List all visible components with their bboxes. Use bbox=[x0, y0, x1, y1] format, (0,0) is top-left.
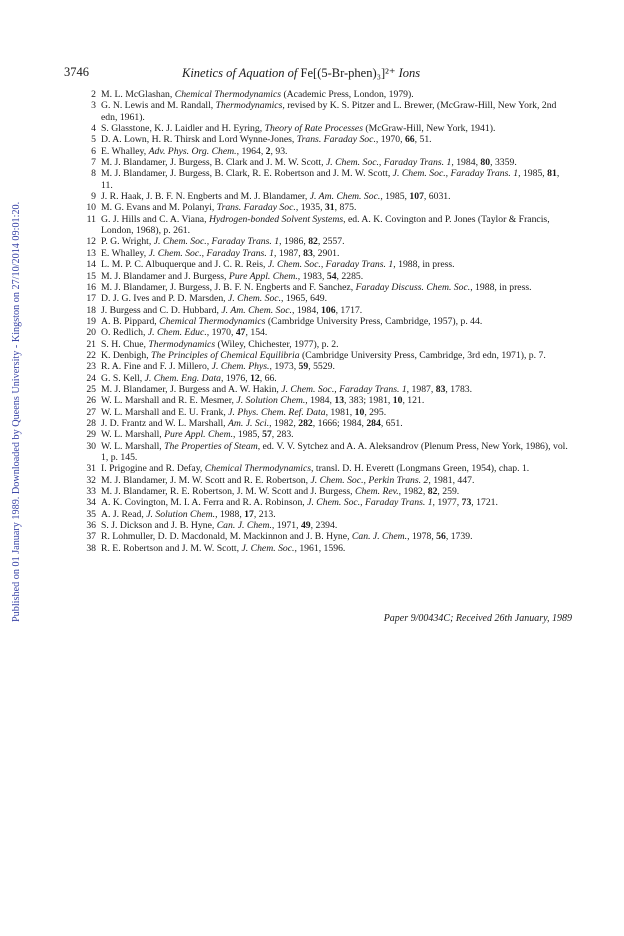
title-prefix: Kinetics of Aquation of bbox=[182, 66, 301, 80]
reference-item bbox=[82, 236, 570, 247]
reference-title: Theory of Rate Processes bbox=[264, 123, 363, 135]
reference-item bbox=[82, 168, 570, 191]
reference-fragment: J. R. Haak, J. B. F. N. Engberts and M. J. Blandamer, bbox=[101, 191, 310, 203]
reference-item bbox=[82, 350, 570, 361]
reference-title: The Principles of Chemical Equilibria bbox=[151, 349, 300, 361]
reference-text bbox=[96, 100, 570, 123]
reference-fragment: G. J. Hills and C. A. Viana, bbox=[101, 213, 209, 225]
reference-text bbox=[96, 520, 570, 531]
reference-item bbox=[82, 293, 570, 304]
reference-text bbox=[96, 236, 570, 247]
reference-fragment: , 121. bbox=[402, 395, 425, 407]
reference-text bbox=[96, 418, 570, 429]
reference-fragment: W. L. Marshall and E. U. Frank, bbox=[101, 406, 229, 418]
reference-number: 4 bbox=[91, 123, 96, 135]
reference-fragment: , 2285. bbox=[336, 270, 364, 282]
reference-title: J. Solution Chem. bbox=[146, 508, 216, 520]
reference-fragment: , 1783. bbox=[445, 383, 473, 395]
reference-volume: 17 bbox=[244, 508, 254, 520]
reference-fragment: W. L. Marshall, bbox=[101, 440, 165, 452]
reference-fragment: , 1976, bbox=[221, 372, 251, 384]
running-header bbox=[64, 65, 574, 81]
reference-title: Chemical Thermodynamics bbox=[204, 463, 312, 475]
reference-title: Trans. Faraday Soc. bbox=[216, 202, 296, 214]
reference-number: 26 bbox=[86, 395, 96, 407]
reference-title: J. Chem. Soc. bbox=[228, 293, 282, 305]
reference-number: 23 bbox=[86, 361, 96, 373]
reference-title: J. Chem. Soc., Faraday Trans. 1 bbox=[153, 236, 280, 248]
reference-number: 19 bbox=[86, 315, 96, 327]
reference-fragment: , 1984, bbox=[291, 304, 322, 316]
reference-title: J. Chem. Eng. Data bbox=[144, 372, 222, 384]
reference-fragment: , 93. bbox=[270, 145, 288, 157]
reference-volume: 107 bbox=[409, 191, 424, 203]
reference-fragment: , 1978, bbox=[407, 531, 437, 543]
reference-fragment: , 1964, bbox=[236, 145, 266, 157]
reference-item bbox=[82, 475, 570, 486]
reference-number: 5 bbox=[91, 134, 96, 146]
reference-fragment: G. N. Lewis and M. Randall, bbox=[101, 100, 216, 112]
reference-number: 35 bbox=[86, 508, 96, 520]
reference-text bbox=[96, 89, 570, 100]
reference-number: 25 bbox=[86, 383, 96, 395]
reference-text bbox=[96, 475, 570, 486]
reference-fragment: E. Whalley, bbox=[101, 247, 149, 259]
reference-fragment: , 51. bbox=[414, 134, 432, 146]
reference-title: J. Am. Chem. Soc. bbox=[221, 304, 292, 316]
reference-fragment: M. J. Blandamer, R. E. Robertson, J. M. W. Scott and J. Burgess, bbox=[101, 486, 355, 498]
reference-volume: 66 bbox=[404, 134, 415, 146]
reference-item bbox=[82, 305, 570, 316]
reference-text bbox=[96, 361, 570, 372]
reference-text bbox=[96, 463, 570, 474]
reference-title: Am. J. Sci. bbox=[228, 417, 270, 429]
running-title bbox=[182, 65, 420, 81]
reference-item bbox=[82, 520, 570, 531]
reference-title: Hydrogen-bonded Solvent Systems bbox=[208, 213, 344, 225]
reference-item bbox=[82, 89, 570, 100]
reference-fragment: J. D. Frantz and W. L. Marshall, bbox=[101, 417, 228, 429]
reference-item bbox=[82, 134, 570, 145]
reference-item bbox=[82, 407, 570, 418]
reference-fragment: , 1985, bbox=[233, 429, 263, 441]
reference-fragment: J. Burgess and C. D. Hubbard, bbox=[101, 304, 222, 316]
reference-fragment: , revised by K. S. Pitzer and L. Brewer, (McGraw-Hill, New York, 2nd edn, 1961). bbox=[101, 100, 557, 123]
reference-title: J. Solution Chem. bbox=[236, 395, 306, 407]
reference-text bbox=[96, 543, 570, 554]
reference-fragment: , 1988, bbox=[215, 508, 245, 520]
reference-number: 2 bbox=[91, 89, 96, 100]
reference-text bbox=[96, 214, 570, 237]
reference-fragment: A. J. Read, bbox=[101, 508, 147, 520]
reference-text bbox=[96, 134, 570, 145]
reference-item bbox=[82, 259, 570, 270]
reference-fragment: , 1984, bbox=[451, 157, 481, 169]
reference-title: Thermodynamics bbox=[215, 100, 283, 112]
reference-fragment: S. Glasstone, K. J. Laidler and H. Eyring, bbox=[101, 123, 265, 135]
reference-text bbox=[96, 168, 570, 191]
reference-item bbox=[82, 418, 570, 429]
reference-item bbox=[82, 282, 570, 293]
reference-volume: 47 bbox=[235, 327, 246, 339]
reference-text bbox=[96, 429, 570, 440]
reference-fragment: M. J. Blandamer, J. Burgess, B. Clark and J. M. W. Scott, bbox=[101, 157, 326, 169]
reference-volume: 57 bbox=[262, 429, 272, 441]
reference-item bbox=[82, 441, 570, 464]
reference-fragment: , 1983, bbox=[297, 270, 327, 282]
reference-number: 32 bbox=[86, 474, 96, 486]
page-number: 3746 bbox=[64, 65, 89, 79]
reference-volume: 82 bbox=[308, 236, 318, 248]
title-suffix: Ions bbox=[395, 66, 421, 80]
reference-volume: 73 bbox=[461, 497, 472, 509]
reference-item bbox=[82, 531, 570, 542]
reference-number: 28 bbox=[86, 417, 96, 429]
reference-fragment: , 66. bbox=[259, 372, 277, 384]
reference-title: J. Chem. Soc., Faraday Trans. 1 bbox=[281, 383, 407, 395]
reference-number: 8 bbox=[91, 168, 96, 180]
reference-volume: 2 bbox=[265, 145, 271, 157]
reference-number: 9 bbox=[91, 191, 96, 203]
reference-title: Adv. Phys. Org. Chem. bbox=[148, 145, 237, 157]
reference-text bbox=[96, 282, 570, 293]
reference-number: 31 bbox=[86, 463, 96, 475]
reference-fragment: , 11. bbox=[101, 168, 560, 191]
reference-fragment: M. J. Blandamer, J. Burgess, B. Clark, R. E. Robertson and J. M. W. Scott, bbox=[101, 168, 393, 180]
reference-number: 30 bbox=[86, 440, 96, 452]
reference-fragment: (Wiley, Chichester, 1977), p. 2. bbox=[215, 338, 339, 350]
reference-fragment: , 3359. bbox=[490, 157, 517, 169]
reference-fragment: R. E. Robertson and J. M. W. Scott, bbox=[101, 542, 242, 554]
reference-text bbox=[96, 407, 570, 418]
reference-fragment: R. Lohmuller, D. D. Macdonald, M. Mackinnon and J. B. Hyne, bbox=[101, 531, 352, 543]
title-formula: Fe[(5-Br-phen)₃]²⁺ bbox=[300, 66, 396, 80]
reference-text bbox=[96, 497, 570, 508]
reference-volume: 80 bbox=[480, 157, 491, 169]
reference-item bbox=[82, 339, 570, 350]
reference-title: J. Chem. Phys. bbox=[211, 361, 270, 373]
reference-fragment: , 1721. bbox=[471, 497, 498, 509]
reference-volume: 54 bbox=[326, 270, 337, 282]
reference-fragment: M. J. Blandamer, J. Burgess and A. W. Hakin, bbox=[101, 383, 282, 395]
reference-number: 10 bbox=[86, 202, 96, 214]
reference-fragment: G. S. Kell, bbox=[101, 372, 145, 384]
reference-number: 16 bbox=[86, 281, 96, 293]
reference-item bbox=[82, 248, 570, 259]
reference-text bbox=[96, 531, 570, 542]
reference-fragment: O. Redlich, bbox=[101, 327, 148, 339]
reference-item bbox=[82, 486, 570, 497]
reference-number: 24 bbox=[86, 372, 96, 384]
reference-title: J. Chem. Soc., Faraday Trans. 1 bbox=[325, 157, 452, 169]
reference-title: Can. J. Chem. bbox=[216, 520, 272, 532]
reference-item bbox=[82, 157, 570, 168]
reference-text bbox=[96, 123, 570, 134]
reference-title: Faraday Discuss. Chem. Soc. bbox=[355, 281, 471, 293]
reference-number: 27 bbox=[86, 406, 96, 418]
reference-title: Chemical Thermodynamics bbox=[159, 315, 266, 327]
reference-item bbox=[82, 463, 570, 474]
reference-title: J. Chem. Soc. bbox=[241, 542, 295, 554]
reference-fragment: , 1961, 1596. bbox=[294, 542, 346, 554]
reference-title: J. Phys. Chem. Ref. Data bbox=[228, 406, 326, 418]
reference-fragment: E. Whalley, bbox=[101, 145, 149, 157]
reference-fragment: , 2394. bbox=[310, 520, 338, 532]
reference-item bbox=[82, 146, 570, 157]
reference-fragment: , 1970, bbox=[375, 134, 405, 146]
reference-number: 33 bbox=[86, 486, 96, 498]
reference-fragment: , 213. bbox=[253, 508, 276, 520]
reference-fragment: , 1935, bbox=[295, 202, 325, 214]
reference-fragment: , 2557. bbox=[317, 236, 345, 248]
reference-volume: 49 bbox=[300, 520, 311, 532]
reference-volume: 10 bbox=[392, 395, 403, 407]
reference-fragment: , 154. bbox=[245, 327, 268, 339]
reference-text bbox=[96, 157, 570, 168]
reference-number: 29 bbox=[86, 429, 96, 441]
reference-number: 6 bbox=[91, 145, 96, 157]
reference-item bbox=[82, 509, 570, 520]
reference-title: Can. J. Chem. bbox=[351, 531, 408, 543]
reference-text bbox=[96, 146, 570, 157]
reference-item bbox=[82, 384, 570, 395]
reference-fragment: , 283. bbox=[271, 429, 294, 441]
reference-volume: 83 bbox=[435, 383, 446, 395]
reference-fragment: (Cambridge University Press, Cambridge, 1957), p. 44. bbox=[265, 315, 483, 327]
reference-title: The Properties of Steam bbox=[164, 440, 258, 452]
reference-number: 17 bbox=[86, 293, 96, 305]
reference-fragment: M. L. McGlashan, bbox=[101, 89, 175, 100]
reference-number: 14 bbox=[86, 259, 96, 271]
reference-title: J. Chem. Soc., Faraday Trans. 1 bbox=[148, 247, 275, 259]
reference-text bbox=[96, 486, 570, 497]
reference-text bbox=[96, 202, 570, 213]
reference-fragment: , ed. A. K. Covington and P. Jones (Taylor & Francis, London, 1968), p. 261. bbox=[101, 213, 550, 237]
reference-number: 36 bbox=[86, 520, 96, 532]
reference-fragment: K. Denbigh, bbox=[101, 349, 152, 361]
reference-number: 11 bbox=[86, 213, 96, 225]
reference-fragment: , 1988, in press. bbox=[470, 281, 532, 293]
reference-fragment: M. G. Evans and M. Polanyi, bbox=[101, 202, 217, 214]
reference-volume: 31 bbox=[324, 202, 335, 214]
reference-fragment: , 1666; 1984, bbox=[312, 417, 367, 429]
reference-fragment: , 295. bbox=[364, 406, 387, 418]
reference-fragment: , 1717. bbox=[335, 304, 363, 316]
reference-fragment: , 1970, bbox=[206, 327, 236, 339]
reference-text bbox=[96, 305, 570, 316]
reference-fragment: S. J. Dickson and J. B. Hyne, bbox=[101, 520, 217, 532]
reference-fragment: , 1739. bbox=[445, 531, 473, 543]
reference-fragment: , 1973, bbox=[269, 361, 299, 373]
reference-title: J. Am. Chem. Soc. bbox=[309, 191, 381, 203]
reference-fragment: , 651. bbox=[380, 417, 403, 429]
reference-fragment: (Cambridge University Press, Cambridge, 3rd edn, 1971), p. 7. bbox=[299, 349, 546, 361]
reference-item bbox=[82, 271, 570, 282]
reference-item bbox=[82, 123, 570, 134]
reference-volume: 13 bbox=[334, 395, 345, 407]
reference-volume: 83 bbox=[303, 247, 313, 259]
reference-volume: 284 bbox=[366, 417, 381, 429]
reference-text bbox=[96, 191, 570, 202]
reference-fragment: , 1981, 447. bbox=[428, 474, 475, 486]
reference-number: 12 bbox=[86, 236, 96, 248]
reference-fragment: , 1982, bbox=[398, 486, 428, 498]
reference-fragment: M. J. Blandamer and J. Burgess, bbox=[101, 270, 229, 282]
reference-title: J. Chem. Soc., Perkin Trans. 2 bbox=[310, 474, 429, 486]
reference-fragment: (Academic Press, London, 1979). bbox=[281, 89, 414, 100]
reference-text bbox=[96, 441, 570, 464]
reference-fragment: , 1985, bbox=[518, 168, 548, 180]
reference-fragment: , 259. bbox=[437, 486, 460, 498]
reference-volume: 56 bbox=[436, 531, 446, 543]
reference-text bbox=[96, 350, 570, 361]
reference-text bbox=[96, 271, 570, 282]
reference-title: Pure Appl. Chem. bbox=[164, 429, 234, 441]
reference-text bbox=[96, 327, 570, 338]
reference-number: 34 bbox=[86, 497, 96, 509]
reference-volume: 10 bbox=[354, 406, 365, 418]
reference-item bbox=[82, 214, 570, 237]
reference-title: Pure Appl. Chem. bbox=[228, 270, 298, 282]
reference-fragment: , transl. D. H. Everett (Longmans Green, 1954), chap. 1. bbox=[311, 463, 530, 475]
reference-list bbox=[82, 89, 570, 554]
reference-fragment: , 6031. bbox=[423, 191, 451, 203]
reference-item bbox=[82, 543, 570, 554]
paper-received-note: Paper 9/00434C; Received 26th January, 1989 bbox=[383, 613, 572, 624]
reference-fragment: , 2901. bbox=[312, 247, 340, 259]
reference-item bbox=[82, 429, 570, 440]
reference-fragment: M. J. Blandamer, J. M. W. Scott and R. E. Robertson, bbox=[101, 474, 311, 486]
reference-volume: 12 bbox=[250, 372, 260, 384]
reference-fragment: , 875. bbox=[334, 202, 357, 214]
reference-fragment: , 1984, bbox=[305, 395, 335, 407]
reference-item bbox=[82, 316, 570, 327]
reference-text bbox=[96, 384, 570, 395]
reference-text bbox=[96, 293, 570, 304]
reference-text bbox=[96, 259, 570, 270]
reference-fragment: , 1988, in press. bbox=[393, 259, 455, 271]
reference-title: J. Chem. Soc., Faraday Trans. 1 bbox=[392, 168, 519, 180]
reference-item bbox=[82, 497, 570, 508]
reference-volume: 59 bbox=[298, 361, 309, 373]
reference-title: Trans. Faraday Soc. bbox=[296, 134, 376, 146]
download-watermark bbox=[3, 142, 22, 622]
reference-fragment: A. B. Pippard, bbox=[101, 315, 160, 327]
reference-number: 21 bbox=[86, 338, 96, 350]
reference-volume: 106 bbox=[321, 304, 336, 316]
reference-volume: 282 bbox=[298, 417, 313, 429]
reference-item bbox=[82, 327, 570, 338]
reference-title: J. Chem. Educ. bbox=[147, 327, 207, 339]
reference-title: J. Chem. Soc., Faraday Trans. 1 bbox=[307, 497, 433, 509]
reference-fragment: W. L. Marshall and R. E. Mesmer, bbox=[101, 395, 237, 407]
reference-fragment: , 383; 1981, bbox=[344, 395, 393, 407]
reference-title: Thermodynamics bbox=[148, 338, 216, 350]
reference-fragment: D. A. Lown, H. R. Thirsk and Lord Wynne-Jones, bbox=[101, 134, 297, 146]
reference-fragment: , 1986, bbox=[279, 236, 309, 248]
reference-volume: 81 bbox=[547, 168, 557, 180]
reference-fragment: , 1985, bbox=[380, 191, 410, 203]
reference-number: 37 bbox=[86, 531, 96, 543]
reference-fragment: , 1982, bbox=[269, 417, 299, 429]
reference-fragment: I. Prigogine and R. Defay, bbox=[101, 463, 205, 475]
reference-text bbox=[96, 339, 570, 350]
reference-number: 13 bbox=[86, 247, 96, 259]
reference-number: 7 bbox=[91, 157, 96, 169]
reference-fragment: L. M. P. C. Albuquerque and J. C. R. Reis, bbox=[101, 259, 268, 271]
reference-item bbox=[82, 361, 570, 372]
reference-text bbox=[96, 248, 570, 259]
reference-fragment: , 1987, bbox=[406, 383, 436, 395]
reference-volume: 82 bbox=[427, 486, 438, 498]
reference-fragment: R. A. Fine and F. J. Millero, bbox=[101, 361, 212, 373]
reference-title: J. Chem. Soc., Faraday Trans. 1 bbox=[267, 259, 394, 271]
reference-number: 18 bbox=[86, 304, 96, 316]
reference-text bbox=[96, 316, 570, 327]
reference-number: 3 bbox=[91, 100, 96, 112]
reference-fragment: , 1987, bbox=[274, 247, 304, 259]
reference-number: 15 bbox=[86, 270, 96, 282]
reference-fragment: , 1971, bbox=[271, 520, 301, 532]
reference-text bbox=[96, 373, 570, 384]
reference-fragment: W. L. Marshall, bbox=[101, 429, 165, 441]
reference-item bbox=[82, 373, 570, 384]
reference-item bbox=[82, 100, 570, 123]
reference-fragment: , ed. V. V. Sytchez and A. A. Aleksandrov (Plenum Press, New York, 1986), vol. 1, p. 145. bbox=[101, 440, 568, 463]
reference-number: 38 bbox=[86, 542, 96, 554]
reference-fragment: , 1977, bbox=[432, 497, 462, 509]
reference-title: Chemical Thermodynamics bbox=[174, 89, 282, 100]
reference-fragment: P. G. Wright, bbox=[101, 236, 154, 248]
reference-text bbox=[96, 509, 570, 520]
reference-number: 20 bbox=[86, 327, 96, 339]
download-notice-text: Published on 01 January 1989. Downloaded by Queens University - Kingston on 27/10/2014 09:01:20. bbox=[11, 201, 22, 622]
reference-fragment: , 5529. bbox=[308, 361, 335, 373]
reference-fragment: M. J. Blandamer, J. Burgess, J. B. F. N. Engberts and F. Sanchez, bbox=[101, 281, 356, 293]
reference-fragment: A. K. Covington, M. I. A. Ferra and R. A. Robinson, bbox=[101, 497, 308, 509]
reference-item bbox=[82, 202, 570, 213]
reference-fragment: S. H. Chue, bbox=[101, 338, 149, 350]
reference-item bbox=[82, 395, 570, 406]
reference-number: 22 bbox=[86, 349, 96, 361]
reference-fragment: D. J. G. Ives and P. D. Marsden, bbox=[101, 293, 229, 305]
reference-fragment: , 1981, bbox=[325, 406, 355, 418]
reference-text bbox=[96, 395, 570, 406]
reference-fragment: , 1965, 649. bbox=[281, 293, 328, 305]
reference-item bbox=[82, 191, 570, 202]
reference-title: Chem. Rev. bbox=[355, 486, 399, 498]
reference-fragment: (McGraw-Hill, New York, 1941). bbox=[362, 123, 496, 135]
